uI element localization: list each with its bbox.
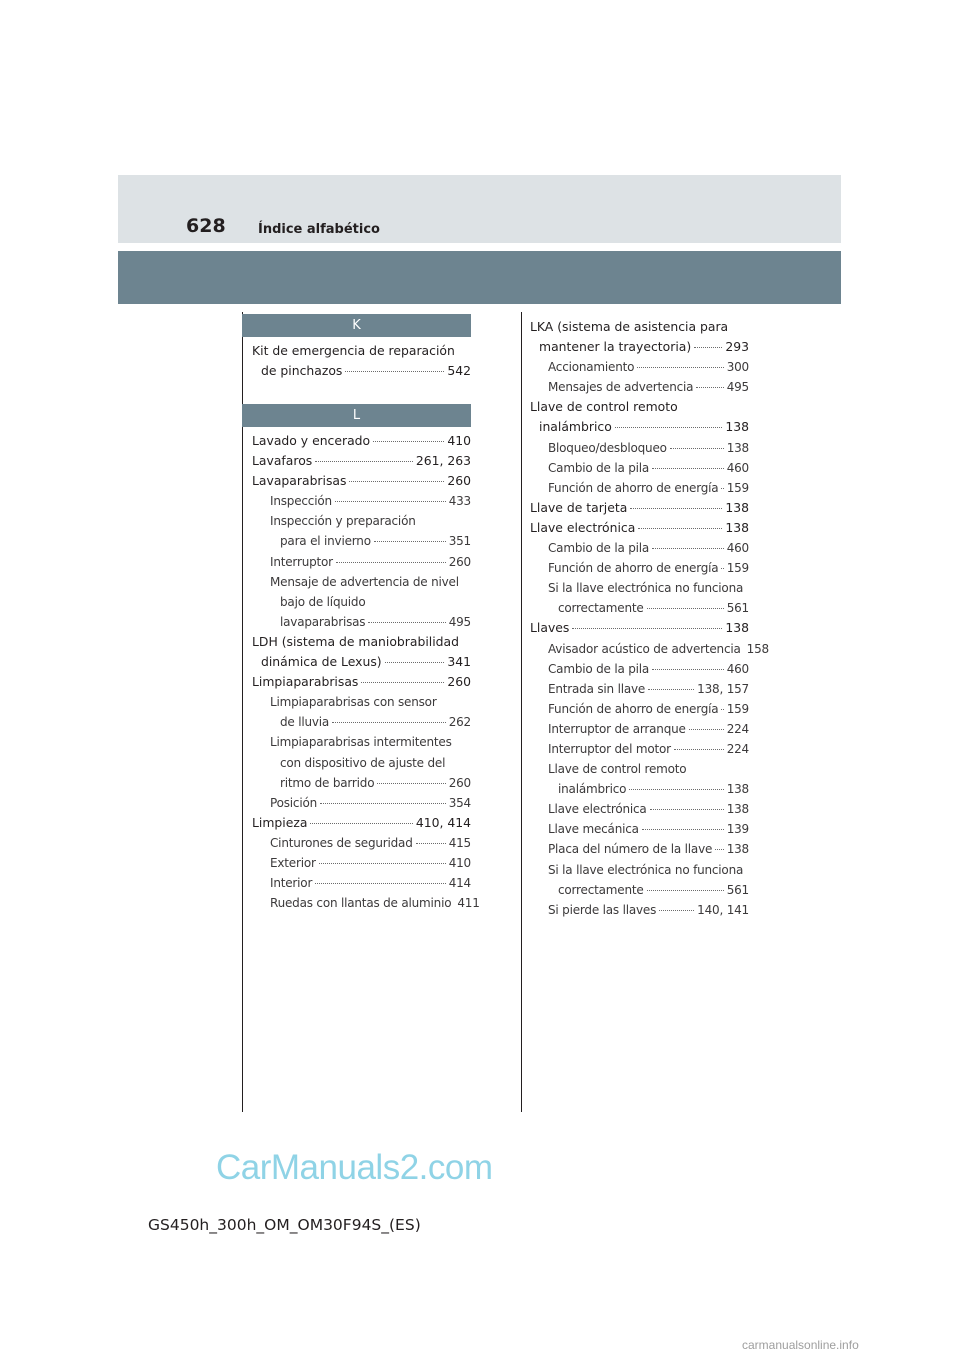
index-subentry: Exterior 410	[270, 855, 471, 870]
index-subentry: Cambio de la pila 460	[548, 541, 749, 556]
index-subentry: Llave mecánica 139	[548, 822, 749, 837]
section-l-entries	[252, 431, 480, 913]
index-subentry: Mensaje de advertencia de nivel	[270, 574, 459, 589]
letter-header-l: L	[242, 404, 471, 427]
section-title: Índice alfabético	[258, 222, 380, 237]
index-subentry: Posición 354	[270, 795, 471, 810]
index-entry-cont: inalámbrico 138	[539, 419, 749, 435]
index-subentry: Interruptor del motor 224	[548, 741, 749, 756]
index-subentry: Inspección 433	[270, 494, 471, 509]
index-subentry: Interruptor de arranque 224	[548, 721, 749, 736]
index-entry: Lavado y encerado 410	[252, 433, 471, 448]
index-subentry: Bloqueo/desbloqueo 138	[548, 440, 749, 455]
index-entry-cont: dinámica de Lexus) 341	[261, 654, 471, 670]
index-subentry: Placa del número de la llave 138	[548, 842, 749, 857]
index-subentry: Cambio de la pila 460	[548, 460, 749, 475]
index-subentry: Avisador acústico de advertencia 158	[548, 641, 769, 656]
index-entry: LDH (sistema de maniobrabilidad	[252, 633, 460, 649]
index-entry: Llave de control remoto	[530, 399, 678, 415]
document-code: GS450h_300h_OM_OM30F94S_(ES)	[148, 1216, 421, 1234]
index-subentry: Función de ahorro de energía 159	[548, 561, 749, 576]
index-entry: Kit de emergencia de reparación	[252, 343, 455, 358]
index-subentry: Entrada sin llave 138, 157	[548, 681, 749, 696]
letter-header-k: K	[242, 314, 471, 337]
index-subentry: Llave de control remoto	[548, 762, 687, 777]
index-subentry-cont: lavaparabrisas 495	[280, 614, 471, 629]
index-entry: LKA (sistema de asistencia para	[530, 319, 729, 334]
header-band	[118, 175, 841, 243]
index-subentry: Cinturones de seguridad 415	[270, 835, 471, 850]
index-subentry-cont: correctamente 561	[558, 601, 749, 616]
page-number: 628	[186, 215, 226, 237]
index-subentry-cont: inalámbrico 138	[558, 782, 749, 797]
index-entry-cont: mantener la trayectoria) 293	[539, 339, 749, 355]
left-column-rule	[242, 312, 243, 1112]
right-column-entries	[530, 317, 769, 920]
index-subentry: Cambio de la pila 460	[548, 661, 749, 676]
index-subentry: Interruptor 260	[270, 554, 471, 569]
index-subentry: Accionamiento 300	[548, 360, 749, 375]
index-subentry: Función de ahorro de energía 159	[548, 480, 749, 495]
index-entry: Lavaparabrisas 260	[252, 473, 471, 489]
middle-column-rule	[521, 312, 522, 1112]
index-entry: Limpiaparabrisas 260	[252, 674, 471, 690]
index-subentry: Si pierde las llaves 140, 141	[548, 902, 749, 917]
index-subentry-cont: ritmo de barrido 260	[280, 775, 471, 790]
header-dark-band	[118, 251, 841, 304]
index-entry: Lavafaros 261, 263	[252, 453, 471, 469]
index-subentry-cont: con dispositivo de ajuste del	[280, 755, 446, 770]
index-subentry-cont: bajo de líquido	[280, 594, 366, 609]
index-subentry: Función de ahorro de energía 159	[548, 701, 749, 716]
index-subentry: Inspección y preparación	[270, 514, 416, 529]
index-entry: Llave electrónica 138	[530, 519, 749, 535]
index-subentry: Mensajes de advertencia 495	[548, 380, 749, 395]
index-entry: Limpieza 410, 414	[252, 814, 471, 830]
watermark-carmanuals2: CarManuals2.com	[216, 1148, 493, 1187]
index-subentry: Llave electrónica 138	[548, 802, 749, 817]
index-subentry: Limpiaparabrisas con sensor	[270, 695, 437, 710]
watermark-carmanualsonline: carmanualsonline.info	[742, 1338, 859, 1352]
index-subentry: Interior 414	[270, 876, 471, 891]
index-subentry: Limpiaparabrisas intermitentes	[270, 735, 452, 750]
section-k-entries	[252, 341, 471, 381]
index-subentry-cont: para el invierno 351	[280, 534, 471, 549]
index-subentry: Ruedas con llantas de aluminio 411	[270, 896, 480, 911]
index-subentry-cont: correctamente 561	[558, 882, 749, 897]
index-subentry: Si la llave electrónica no funciona	[548, 581, 744, 596]
index-entry-cont: de pinchazos 542	[261, 363, 471, 379]
index-subentry: Si la llave electrónica no funciona	[548, 862, 744, 877]
index-entry: Llaves 138	[530, 620, 749, 636]
index-entry: Llave de tarjeta 138	[530, 499, 749, 515]
index-subentry-cont: de lluvia 262	[280, 715, 471, 730]
